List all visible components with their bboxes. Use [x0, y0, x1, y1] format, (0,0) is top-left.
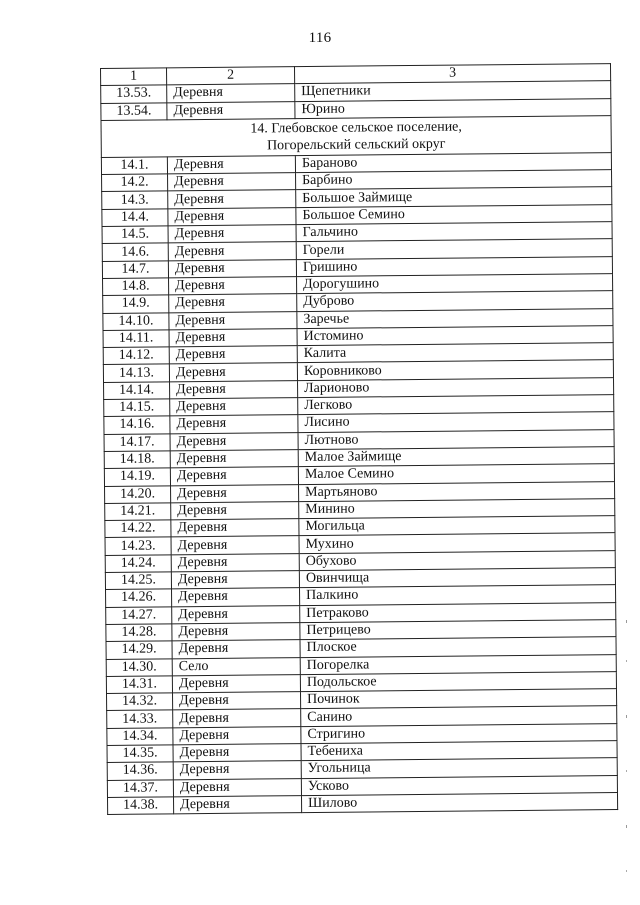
settlement-type: Деревня	[169, 311, 297, 330]
settlement-type: Деревня	[171, 484, 299, 503]
section-heading-line-1: 14. Глебовское сельское поселение,	[250, 119, 462, 137]
row-number: 14.4.	[102, 209, 168, 227]
settlement-name: Угольница	[301, 758, 617, 778]
settlement-name: Могильца	[299, 516, 615, 536]
row-number: 14.27.	[106, 606, 172, 624]
settlement-type: Деревня	[169, 328, 297, 347]
row-number: 14.21.	[105, 503, 171, 521]
row-number: 14.33.	[107, 710, 173, 728]
settlement-type: Деревня	[170, 398, 298, 417]
settlement-name: Минино	[299, 498, 615, 518]
page-number: 116	[308, 30, 332, 46]
row-number: 13.54.	[101, 102, 167, 120]
settlement-type: Деревня	[171, 553, 299, 572]
settlement-type: Деревня	[170, 415, 298, 434]
settlement-type: Деревня	[168, 225, 296, 244]
settlement-name: Бараново	[295, 152, 611, 172]
settlement-type: Деревня	[172, 623, 300, 642]
settlement-name: Дуброво	[297, 291, 613, 311]
settlement-name: Горели	[296, 239, 612, 259]
settlement-type: Деревня	[168, 190, 296, 209]
row-number: 14.34.	[107, 728, 173, 746]
row-number: 14.1.	[101, 157, 167, 175]
settlements-table-body	[101, 64, 618, 815]
row-number: 14.8.	[103, 278, 169, 296]
settlement-type: Деревня	[171, 536, 299, 555]
settlement-name: Коровниково	[297, 360, 613, 380]
row-number: 14.31.	[106, 676, 172, 694]
settlement-name: Починок	[300, 689, 616, 709]
settlement-name: Мартьяново	[299, 481, 615, 501]
settlement-name: Санино	[301, 706, 617, 726]
settlement-type: Деревня	[172, 588, 300, 607]
settlement-name: Истомино	[297, 325, 613, 345]
row-number: 14.6.	[102, 243, 168, 261]
settlement-name: Палкино	[300, 585, 616, 605]
settlement-type: Деревня	[167, 156, 295, 175]
settlement-name: Щепетники	[295, 81, 611, 101]
settlement-name: Петрицево	[300, 619, 616, 639]
row-number: 14.10.	[103, 312, 169, 330]
settlement-name: Малое Семино	[298, 464, 614, 484]
row-number: 14.12.	[103, 347, 169, 365]
row-number: 14.35.	[107, 745, 173, 763]
settlement-name: Шилово	[301, 792, 617, 812]
column-header-2: 2	[167, 67, 295, 86]
row-number: 14.28.	[106, 624, 172, 642]
settlement-type: Деревня	[173, 778, 301, 797]
settlement-type: Деревня	[169, 363, 297, 382]
row-number: 14.17.	[104, 433, 170, 451]
row-number: 14.2.	[102, 174, 168, 192]
settlement-type: Деревня	[168, 259, 296, 278]
settlement-name: Петраково	[300, 602, 616, 622]
section-heading	[101, 115, 611, 157]
settlement-name: Большое Займище	[296, 187, 612, 207]
settlement-type: Деревня	[169, 277, 297, 296]
settlement-name: Легково	[298, 395, 614, 415]
column-header-1: 1	[101, 68, 167, 86]
settlement-name: Погорелка	[300, 654, 616, 674]
settlement-type: Деревня	[169, 294, 297, 313]
settlement-type: Деревня	[170, 380, 298, 399]
settlement-type: Деревня	[173, 726, 301, 745]
row-number: 14.38.	[108, 797, 174, 815]
settlement-name: Подольское	[300, 671, 616, 691]
settlement-name: Лисино	[298, 412, 614, 432]
row-number: 14.37.	[107, 779, 173, 797]
settlement-type: Деревня	[173, 709, 301, 728]
settlement-type: Деревня	[172, 605, 300, 624]
settlement-name: Дорогушино	[297, 274, 613, 294]
settlement-name: Большое Семино	[296, 204, 612, 224]
row-number: 14.7.	[102, 261, 168, 279]
row-number: 14.32.	[107, 693, 173, 711]
settlements-table	[100, 63, 618, 815]
settlement-type: Деревня	[168, 207, 296, 226]
row-number: 14.16.	[104, 416, 170, 434]
row-number: 14.20.	[105, 485, 171, 503]
section-heading-line-2: Погорельский сельский округ	[266, 136, 446, 154]
settlement-name: Гальчино	[296, 222, 612, 242]
settlement-name: Калита	[297, 343, 613, 363]
settlement-type: Деревня	[170, 467, 298, 486]
settlement-name: Лютново	[298, 429, 614, 449]
settlement-type: Деревня	[172, 640, 300, 659]
row-number: 14.22.	[105, 520, 171, 538]
settlement-type: Село	[172, 657, 300, 676]
settlement-type: Деревня	[171, 571, 299, 590]
row-number: 13.53.	[101, 85, 167, 103]
scan-noise-marks	[625, 620, 628, 880]
row-number: 14.29.	[106, 641, 172, 659]
settlement-type: Деревня	[170, 432, 298, 451]
row-number: 14.15.	[104, 399, 170, 417]
settlement-type: Деревня	[168, 173, 296, 192]
settlement-name: Мухино	[299, 533, 615, 553]
row-number: 14.23.	[105, 537, 171, 555]
settlement-type: Деревня	[173, 692, 301, 711]
settlement-type: Деревня	[167, 101, 295, 120]
settlement-name: Обухово	[299, 550, 615, 570]
settlement-type: Деревня	[170, 450, 298, 469]
row-number: 14.30.	[106, 658, 172, 676]
settlement-name: Барбино	[296, 170, 612, 190]
settlement-type: Деревня	[169, 346, 297, 365]
section-heading-row	[101, 115, 611, 157]
settlement-name: Ларионово	[298, 377, 614, 397]
settlement-name: Тебениха	[301, 741, 617, 761]
row-number: 14.14.	[104, 382, 170, 400]
settlement-type: Деревня	[173, 744, 301, 763]
row-number: 14.13.	[103, 364, 169, 382]
settlement-type: Деревня	[168, 242, 296, 261]
settlement-type: Деревня	[173, 761, 301, 780]
row-number: 14.9.	[103, 295, 169, 313]
settlement-type: Деревня	[171, 519, 299, 538]
settlement-name: Стригино	[301, 723, 617, 743]
settlement-type: Деревня	[171, 501, 299, 520]
row-number: 14.24.	[105, 555, 171, 573]
settlement-type: Деревня	[173, 795, 301, 814]
settlement-name: Малое Займище	[298, 447, 614, 467]
settlement-name: Усково	[301, 775, 617, 795]
row-number: 14.5.	[102, 226, 168, 244]
settlement-name: Плоское	[300, 637, 616, 657]
column-header-3: 3	[294, 64, 610, 84]
row-number: 14.11.	[103, 330, 169, 348]
row-number: 14.19.	[104, 468, 170, 486]
row-number: 14.26.	[106, 589, 172, 607]
settlement-type: Деревня	[167, 84, 295, 103]
settlement-name: Заречье	[297, 308, 613, 328]
settlement-name: Овинчища	[299, 568, 615, 588]
row-number: 14.25.	[105, 572, 171, 590]
row-number: 14.36.	[107, 762, 173, 780]
settlement-type: Деревня	[172, 674, 300, 693]
settlement-name: Юрино	[295, 98, 611, 118]
row-number: 14.18.	[104, 451, 170, 469]
settlement-name: Гришино	[296, 256, 612, 276]
row-number: 14.3.	[102, 191, 168, 209]
